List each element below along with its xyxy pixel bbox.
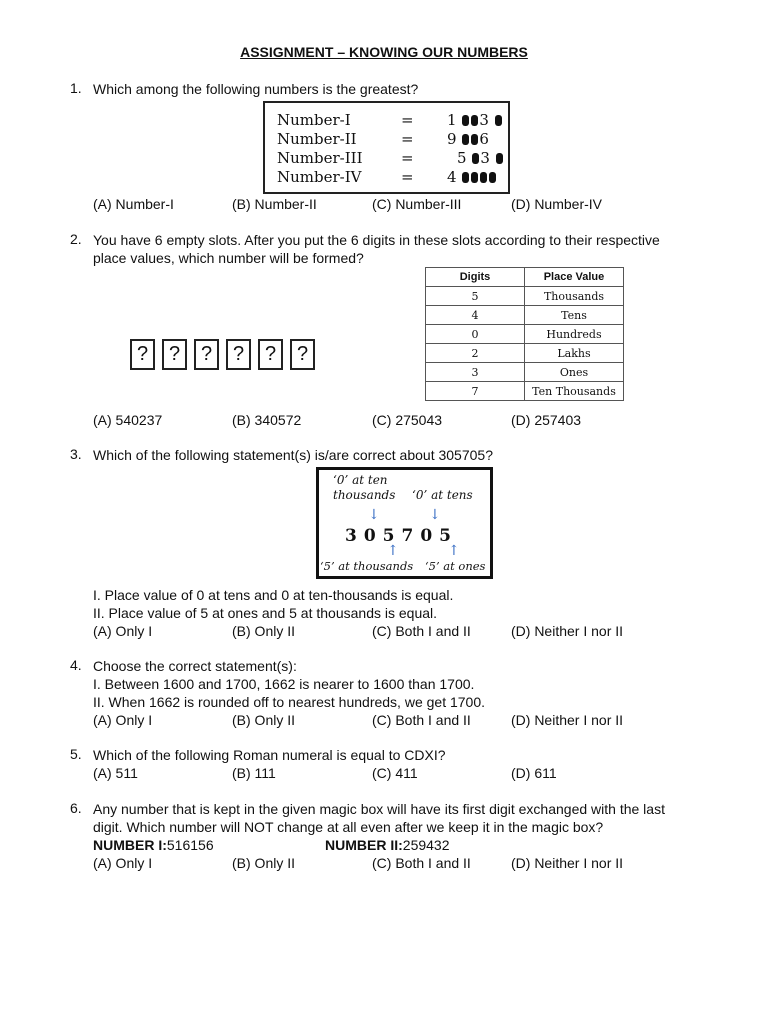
table-header-row [426, 268, 624, 287]
option-d[interactable]: (D) 257403 [511, 412, 582, 428]
equals-sign: = [401, 111, 414, 129]
answer-options [93, 411, 710, 429]
page-title: ASSIGNMENT – KNOWING OUR NUMBERS [240, 44, 528, 60]
option-a[interactable]: (A) Number-I [93, 196, 174, 212]
answer-options [93, 622, 710, 640]
number-value: 1 3 [447, 111, 503, 129]
option-b[interactable]: (B) 340572 [232, 412, 302, 428]
digit-cell: 5 [426, 287, 525, 306]
option-c[interactable]: (C) Both I and II [372, 623, 471, 639]
number-label: Number-II [277, 130, 357, 148]
table-row [426, 306, 624, 325]
place-value-cell: Thousands [525, 287, 624, 306]
column-header: Digits [426, 268, 525, 287]
statement: II. When 1662 is rounded off to nearest hundreds, we get 1700. [93, 694, 486, 710]
option-c[interactable]: (C) Both I and II [372, 712, 471, 728]
question-6 [70, 800, 735, 872]
option-d[interactable]: (D) 611 [511, 765, 557, 781]
number-figure [263, 101, 510, 194]
question-number: 6. [70, 800, 82, 816]
answer-options [93, 195, 710, 213]
table-row [426, 363, 624, 382]
equals-sign: = [401, 168, 414, 186]
question-text: Choose the correct statement(s): [93, 658, 297, 674]
digits-table [425, 267, 624, 401]
table-row [426, 344, 624, 363]
option-b[interactable]: (B) Only II [232, 623, 296, 639]
option-b[interactable]: (B) 111 [232, 765, 276, 781]
question-text: Which among the following numbers is the greatest? [93, 81, 419, 97]
number-value: 9 6 [447, 130, 489, 148]
question-3 [70, 446, 710, 464]
number-label: Number-III [277, 149, 363, 167]
statement: II. Place value of 5 at ones and 5 at thousands is equal. [93, 605, 438, 621]
place-value-cell: Ten Thousands [525, 382, 624, 401]
option-a[interactable]: (A) 540237 [93, 412, 163, 428]
slot[interactable]: ? [290, 339, 315, 370]
equals-sign: = [401, 130, 414, 148]
statement: I. Between 1600 and 1700, 1662 is nearer to 1600 than 1700. [93, 676, 475, 692]
digit-cell: 3 [426, 363, 525, 382]
number-label: Number-IV [277, 168, 362, 186]
option-a[interactable]: (A) Only I [93, 855, 153, 871]
question-1 [70, 80, 710, 98]
table-row [426, 325, 624, 344]
option-d[interactable]: (D) Neither I nor II [511, 712, 624, 728]
number-value: 4 [447, 168, 497, 186]
digit-cell: 7 [426, 382, 525, 401]
option-b[interactable]: (B) Only II [232, 712, 296, 728]
option-b[interactable]: (B) Number-II [232, 196, 317, 212]
place-value-cell: Lakhs [525, 344, 624, 363]
option-c[interactable]: (C) Number-III [372, 196, 462, 212]
annotation: ‘0’ at ten thousands [333, 473, 396, 502]
column-header: Place Value [525, 268, 624, 287]
option-a[interactable]: (A) Only I [93, 623, 153, 639]
question-number: 5. [70, 746, 82, 762]
question-number: 3. [70, 446, 82, 462]
answer-options [93, 854, 735, 872]
place-value-cell: Hundreds [525, 325, 624, 344]
option-c[interactable]: (C) 275043 [372, 412, 443, 428]
slot[interactable]: ? [226, 339, 251, 370]
option-b[interactable]: (B) Only II [232, 855, 296, 871]
digit-cell: 4 [426, 306, 525, 325]
option-a[interactable]: (A) 511 [93, 765, 138, 781]
equals-sign: = [401, 149, 414, 167]
answer-options [93, 711, 710, 729]
annotation: ‘5’ at ones [425, 559, 486, 573]
digit-cell: 0 [426, 325, 525, 344]
table-row [426, 287, 624, 306]
arrow-up-icon: ↑ [448, 543, 460, 559]
slot[interactable]: ? [130, 339, 155, 370]
question-2 [70, 231, 730, 267]
option-c[interactable]: (C) Both I and II [372, 855, 471, 871]
option-d[interactable]: (D) Number-IV [511, 196, 603, 212]
question-text: You have 6 empty slots. After you put the 6 digits in these slots according to their respective [93, 232, 660, 248]
number-pair [93, 836, 735, 854]
number-one: NUMBER I: 516156 [93, 837, 214, 853]
annotation: ‘5’ at thousands [320, 559, 414, 573]
number-value: 5 3 [457, 149, 504, 167]
place-value-cell: Tens [525, 306, 624, 325]
answer-options [93, 764, 710, 782]
question-number: 1. [70, 80, 82, 96]
question-text: Which of the following Roman numeral is equal to CDXI? [93, 747, 446, 763]
number-two: NUMBER II: 259432 [325, 837, 450, 853]
digit-cell: 2 [426, 344, 525, 363]
slot[interactable]: ? [162, 339, 187, 370]
option-c[interactable]: (C) 411 [372, 765, 418, 781]
arrow-down-icon: ↓ [368, 507, 380, 523]
question-text: Any number that is kept in the given magic box will have its first digit exchanged with the last [93, 801, 665, 817]
number-label: Number-I [277, 111, 351, 129]
question-text: place values, which number will be formed? [93, 250, 364, 266]
arrow-up-icon: ↑ [387, 543, 399, 559]
question-5 [70, 746, 710, 782]
question-text: Which of the following statement(s) is/are correct about 305705? [93, 447, 493, 463]
place-value-figure [316, 467, 493, 579]
empty-slots [130, 339, 322, 370]
question-number: 2. [70, 231, 82, 247]
number-display: 305705 [345, 526, 458, 546]
slot[interactable]: ? [258, 339, 283, 370]
arrow-down-icon: ↓ [429, 507, 441, 523]
annotation: ‘0’ at tens [412, 488, 473, 502]
question-number: 4. [70, 657, 82, 673]
table-row [426, 382, 624, 401]
option-a[interactable]: (A) Only I [93, 712, 153, 728]
question-text: digit. Which number will NOT change at all even after we keep it in the magic box? [93, 819, 604, 835]
place-value-cell: Ones [525, 363, 624, 382]
statement: I. Place value of 0 at tens and 0 at ten-thousands is equal. [93, 587, 454, 603]
slot[interactable]: ? [194, 339, 219, 370]
question-4 [70, 657, 710, 729]
option-d[interactable]: (D) Neither I nor II [511, 623, 624, 639]
option-d[interactable]: (D) Neither I nor II [511, 855, 624, 871]
